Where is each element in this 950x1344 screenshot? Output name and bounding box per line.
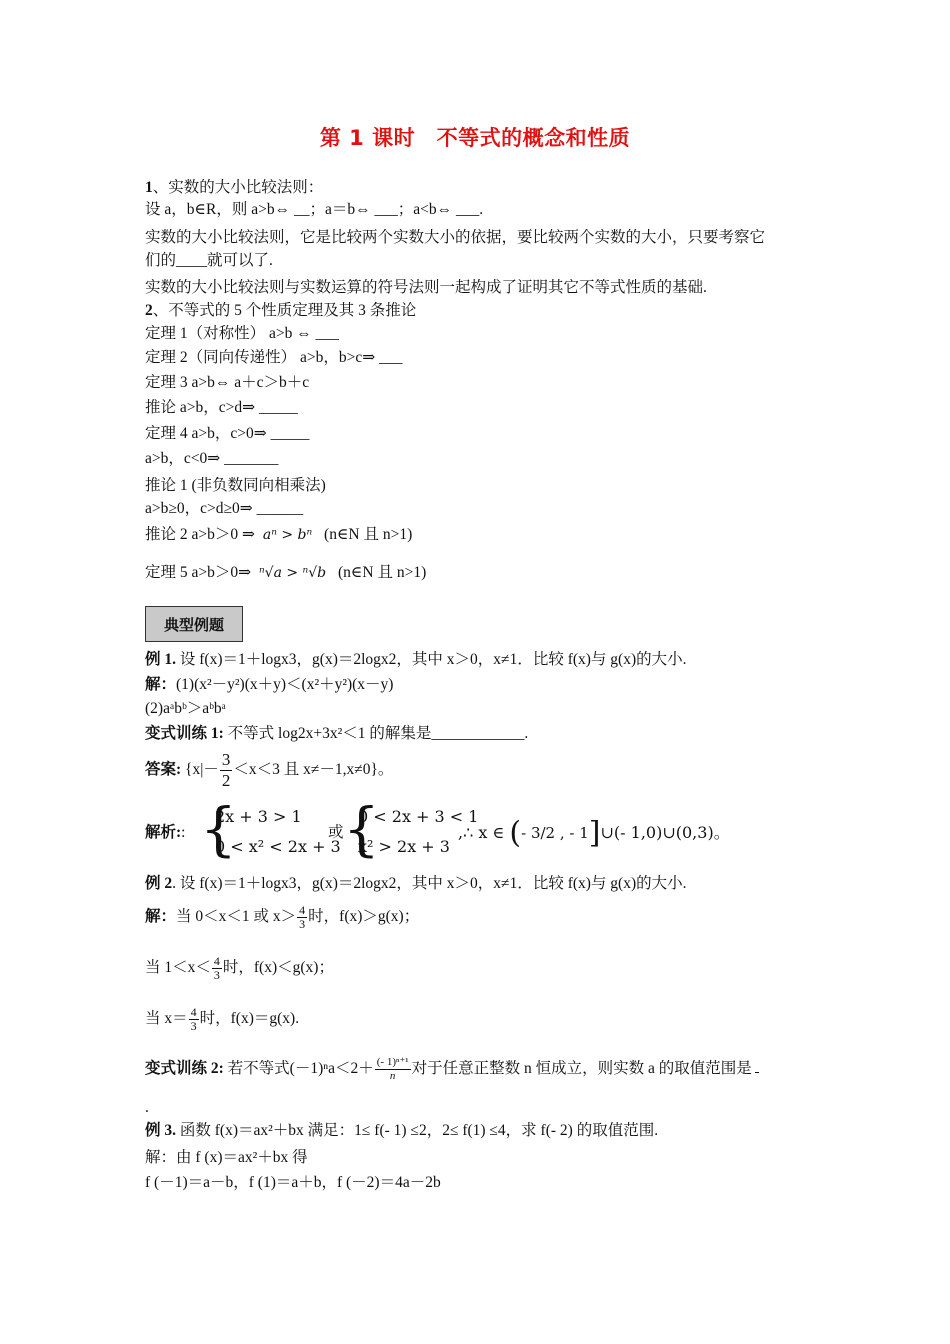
corollary: 推论 a>b，c>d⇒ _____: [145, 399, 298, 416]
theorem-4: 定理 4 a>b，c>0⇒ _____: [145, 425, 310, 442]
solution-set: ,∴ x ∈ (- 3/2 , - 1]∪(- 1,0)∪(0,3)。: [458, 815, 730, 851]
variant-1-answer: 答案: {x|－ $\frac{3}{2}$ ＜x＜3 且 x≠－1,x≠0}。: [145, 750, 394, 790]
example-1: 例 1. 设 f(x)＝1＋logx3，g(x)＝2logx2，其中 x＞0，x≠1．比较 f(x)与 g(x)的大小.: [145, 651, 687, 668]
variant-2: 变式训练 2: 若不等式(－1)ⁿa＜2＋ $\frac{\text{(- 1)ⁿ⁺¹}}{n}$ 对于任意正整数 n 恒成立，则实数 a 的取值范围是: [145, 1056, 762, 1083]
section1-heading: 1、实数的大小比较法则：: [145, 179, 324, 196]
paragraph-line: 实数的大小比较法则与实数运算的符号法则一起构成了证明其它不等式性质的基础.: [145, 279, 707, 296]
example-2: 例 2. 设 f(x)＝1＋logx3，g(x)＝2logx2，其中 x＞0，x≠1．比较 f(x)与 g(x)的大小.: [145, 875, 687, 892]
paragraph-line: 们的____就可以了.: [145, 252, 273, 269]
paragraph-line: 实数的大小比较法则，它是比较两个实数大小的依据，要比较两个实数的大小，只要考察它: [145, 229, 766, 246]
example-1-solution: 解：(1)(x²－y²)(x＋y)＜(x²＋y²)(x－y): [145, 676, 394, 693]
comparison-rule-line: 设 a，b∈R，则 a>b⇔ __；a＝b⇔ ___；a<b⇔ ___.: [145, 201, 484, 218]
or-word: 或: [328, 824, 344, 841]
corollary-1-statement: a>b≥0，c>d≥0⇒ ______: [145, 500, 304, 517]
example-2-solution-2: 当 1＜x＜ $\frac{4}{3}$ 时，f(x)＜g(x)；: [145, 954, 334, 982]
example-3-solution-1: 解：由 f (x)＝ax²＋bx 得: [145, 1149, 308, 1166]
corollary-1: 推论 1 (非负数同向相乘法): [145, 477, 326, 494]
inequality-system-1: 2x + 3 > 1 0 < x² < 2x + 3: [215, 807, 341, 856]
variant-1: 变式训练 1: 不等式 log2x+3x²＜1 的解集是____________.: [145, 725, 529, 742]
theorem-4b: a>b，c<0⇒ _______: [145, 450, 279, 467]
left-brace: {: [343, 795, 380, 863]
variant-1-analysis-label: 解析::: [145, 824, 186, 841]
example-2-solution-1: 解：当 0＜x＜1 或 x＞ $\frac{4}{3}$ 时，f(x)＞g(x)；: [145, 903, 420, 931]
variant-2-dot: .: [145, 1099, 149, 1116]
corollary-2: 推论 2 a>b＞0 ⇒ aⁿ > bⁿ (n∈N 且 n>1): [145, 526, 413, 543]
theorem-1: 定理 1（对称性） a>b ⇔ ___: [145, 325, 339, 342]
left-brace: {: [200, 795, 237, 863]
example-3-solution-2: f (－1)＝a－b，f (1)＝a＋b，f (－2)＝4a－2b: [145, 1174, 441, 1191]
example-1-solution-2: (2)aᵃbᵇ＞aᵇbᵃ: [145, 700, 226, 717]
root-inequality: ⁿ√a > ⁿ√b: [258, 565, 327, 581]
example-3: 例 3. 函数 f(x)＝ax²＋bx 满足：1≤ f(- 1) ≤2，2≤ f(1) ≤4，求 f(- 2) 的取值范围.: [145, 1122, 659, 1139]
inequality-system-2: 0 < 2x + 3 < 1 x² > 2x + 3: [358, 807, 479, 856]
theorem-5: 定理 5 a>b＞0⇒ ⁿ√a > ⁿ√b (n∈N 且 n>1): [145, 564, 427, 581]
section2-heading: 2、不等式的 5 个性质定理及其 3 条推论: [145, 302, 417, 319]
example-2-solution-3: 当 x＝ $\frac{4}{3}$ 时，f(x)＝g(x).: [145, 1005, 300, 1033]
page-title: 第 1 课时 不等式的概念和性质: [319, 126, 631, 150]
theorem-2: 定理 2（同向传递性） a>b，b>c⇒ ___: [145, 349, 403, 366]
theorem-3: 定理 3 a>b⇔ a＋c＞b＋c: [145, 374, 310, 391]
power-inequality: aⁿ > bⁿ: [262, 527, 313, 543]
typical-examples-box: 典型例题: [145, 606, 243, 642]
